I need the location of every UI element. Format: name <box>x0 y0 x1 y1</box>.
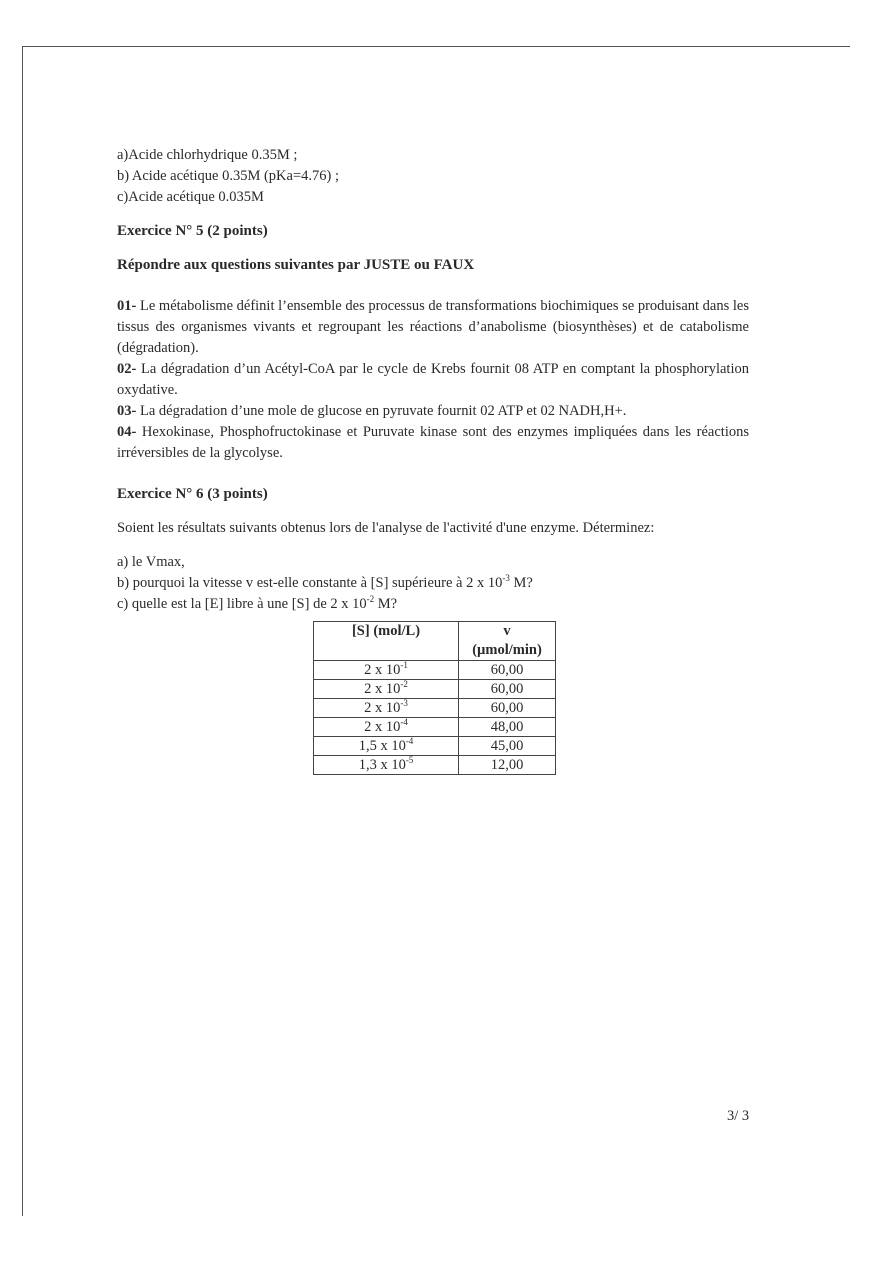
table-row <box>314 756 556 775</box>
exercise5-instruction: Répondre aux questions suivantes par JUSTE ou FAUX <box>117 257 475 273</box>
table-row <box>314 737 556 756</box>
cell-substrate: 1,5 x $10^{-4}$ <box>314 737 459 756</box>
table-row <box>314 680 556 699</box>
cell-velocity: 60,00 <box>459 661 556 680</box>
cell-velocity: 48,00 <box>459 718 556 737</box>
cell-substrate: 2 x $10^{-4}$ <box>314 718 459 737</box>
exercise6-question-c: c) quelle est la [E] libre à une [S] de 2 x $10^{-2}$ M? <box>117 594 398 612</box>
cell-velocity: 60,00 <box>459 680 556 699</box>
item-number: 03- <box>117 403 137 419</box>
cell-velocity: 45,00 <box>459 737 556 756</box>
table-header-row <box>314 622 556 661</box>
exercise6-title: Exercice N° 6 (3 points) <box>117 486 268 502</box>
exercise5-item-01 <box>117 296 749 359</box>
header-substrate: [S] (mol/L) <box>314 622 459 661</box>
exercise5-item-02 <box>117 359 749 401</box>
cell-substrate: 2 x $10^{-3}$ <box>314 699 459 718</box>
exercise5-item-03 <box>117 401 749 422</box>
table-row <box>314 699 556 718</box>
exercise6-question-b: b) pourquoi la vitesse v est-elle constante à [S] supérieure à 2 x $10^{-3}$ M? <box>117 573 533 591</box>
scan-border-top <box>22 46 850 47</box>
exercise5-title: Exercice N° 5 (2 points) <box>117 223 268 239</box>
exercise5-item-04 <box>117 422 749 464</box>
cell-substrate: 1,3 x $10^{-5}$ <box>314 756 459 775</box>
exercise6-intro: Soient les résultats suivants obtenus lors de l'analyse de l'activité d'une enzyme. Déterminez: <box>117 520 655 536</box>
cell-velocity: 12,00 <box>459 756 556 775</box>
header-velocity: v (µmol/min) <box>459 622 556 661</box>
item-text: Le métabolisme définit l’ensemble des processus de transformations biochimiques se produisant dans les tissus des organismes vivants et regroupant les réactions d’anabolisme (biosynthèses) et de catabolisme (dégradation). <box>117 298 749 356</box>
cell-substrate: 2 x $10^{-1}$ <box>314 661 459 680</box>
cell-velocity: 60,00 <box>459 699 556 718</box>
table-row <box>314 661 556 680</box>
acid-item-c: c)Acide acétique 0.035M <box>117 189 264 205</box>
scan-border-left <box>22 46 23 1216</box>
enzyme-activity-table <box>313 621 556 775</box>
page-number: 3/ 3 <box>727 1108 750 1124</box>
item-number: 02- <box>117 361 137 377</box>
cell-substrate: 2 x $10^{-2}$ <box>314 680 459 699</box>
item-number: 01- <box>117 298 137 314</box>
item-number: 04- <box>117 424 137 440</box>
acid-item-b: b) Acide acétique 0.35M (pKa=4.76) ; <box>117 168 339 184</box>
table-row <box>314 718 556 737</box>
item-text: La dégradation d’une mole de glucose en pyruvate fournit 02 ATP et 02 NADH,H+. <box>136 403 627 419</box>
item-text: La dégradation d’un Acétyl-CoA par le cycle de Krebs fournit 08 ATP en comptant la phosphorylation oxydative. <box>117 361 749 398</box>
document-page <box>117 145 749 775</box>
acid-item-a: a)Acide chlorhydrique 0.35M ; <box>117 147 298 163</box>
exercise6-question-a: a) le Vmax, <box>117 554 185 570</box>
item-text: Hexokinase, Phosphofructokinase et Puruvate kinase sont des enzymes impliquées dans les réactions irréversibles de la glycolyse. <box>117 424 749 461</box>
